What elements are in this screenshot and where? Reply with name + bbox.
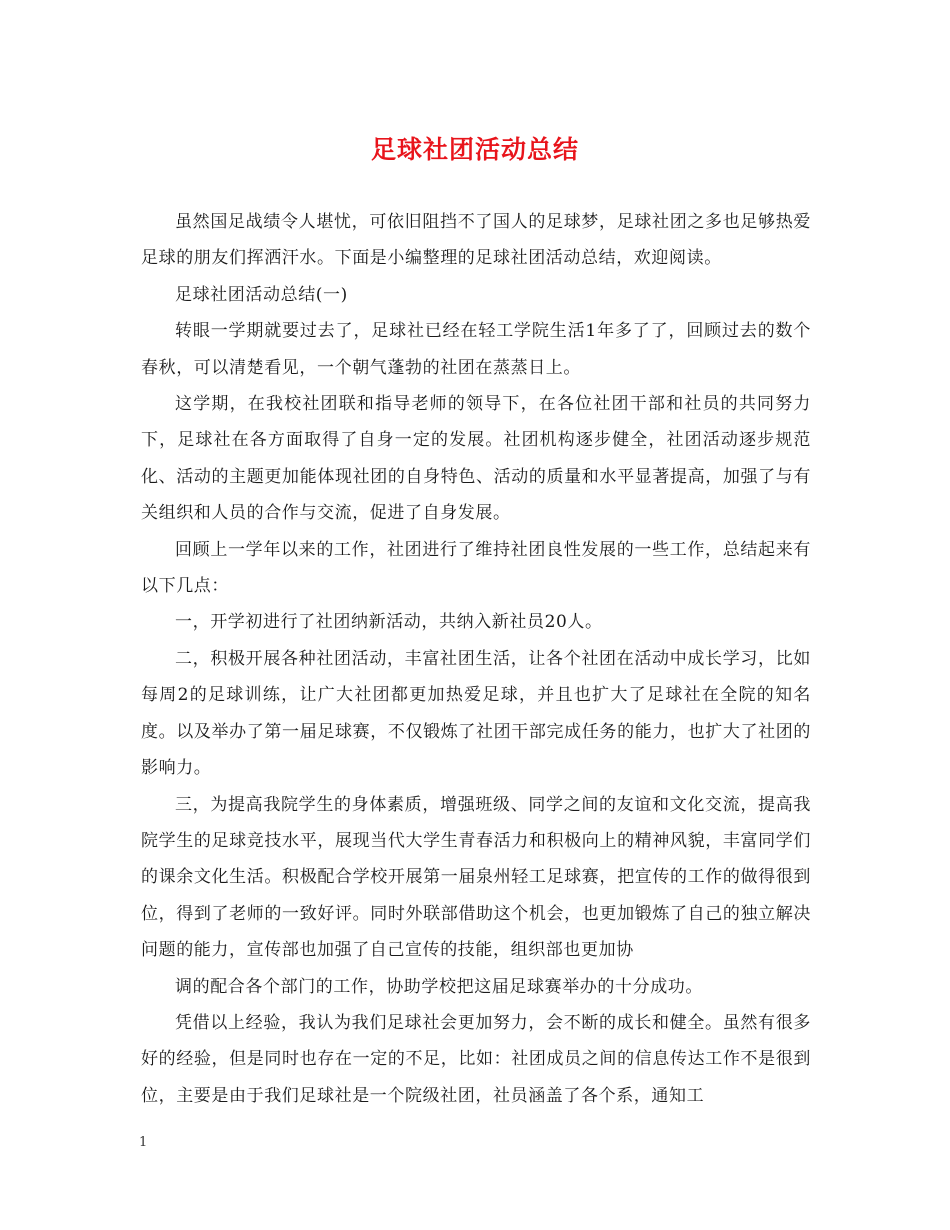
paragraph-point-one: 一，开学初进行了社团纳新活动，共纳入新社员20人。: [175, 612, 603, 633]
paragraph-intro: 虽然国足战绩令人堪忧，可依旧阻挡不了国人的足球梦，足球社团之多也足够热爱足球的朋友们挥洒汗水。下面是小编整理的足球社团活动总结，欢迎阅读。: [141, 212, 811, 269]
paragraph-development: 这学期，在我校社团联和指导老师的领导下，在各位社团干部和社员的共同努力下，足球社在各方面取得了自身一定的发展。社团机构逐步健全，社团活动逐步规范化、活动的主题更加能体现社团的自身特色、活动的质量和水平显著提高，加强了与有关组织和人员的合作与交流，促进了自身发展。: [141, 394, 811, 524]
paragraph-experience: 凭借以上经验，我认为我们足球社会更加努力，会不断的成长和健全。虽然有很多好的经验，但是同时也存在一定的不足，比如：社团成员之间的信息传达工作不是很到位，主要是由于我们足球社是一个院级社团，社员涵盖了各个系，通知工: [141, 1012, 811, 1106]
paragraph-point-two: 二，积极开展各种社团活动，丰富社团生活，让各个社团在活动中成长学习，比如每周2的足球训练，让广大社团都更加热爱足球，并且也扩大了足球社在全院的知名度。以及举办了第一届足球赛，不仅锻炼了社团干部完成任务的能力，也扩大了社团的影响力。: [141, 648, 811, 779]
paragraph-point-three: 三，为提高我院学生的身体素质，增强班级、同学之间的友谊和文化交流，提高我院学生的足球竞技水平，展现当代大学生青春活力和积极向上的精神风貌，丰富同学们的课余文化生活。积极配合学校开展第一届泉州轻工足球赛，把宣传的工作的做得很到位，得到了老师的一致好评。同时外联部借助这个机会，也更加锻炼了自己的独立解决问题的能力，宣传部也加强了自己宣传的技能，组织部也更加协: [141, 794, 811, 961]
section-heading: 足球社团活动总结(一): [175, 284, 348, 305]
paragraph-review: 转眼一学期就要过去了，足球社已经在轻工学院生活1年多了了，回顾过去的数个春秋，可以清楚看见，一个朝气蓬勃的社团在蒸蒸日上。: [141, 321, 811, 378]
paragraph-summary-points: 回顾上一学年以来的工作，社团进行了维持社团良性发展的一些工作，总结起来有以下几点：: [141, 539, 811, 597]
document-title: 足球社团活动总结: [370, 135, 579, 164]
document-body: [141, 204, 811, 1114]
paragraph-point-three-cont: 调的配合各个部门的工作，协助学校把这届足球赛举办的十分成功。: [175, 976, 703, 997]
page-number: 1: [139, 1135, 148, 1150]
